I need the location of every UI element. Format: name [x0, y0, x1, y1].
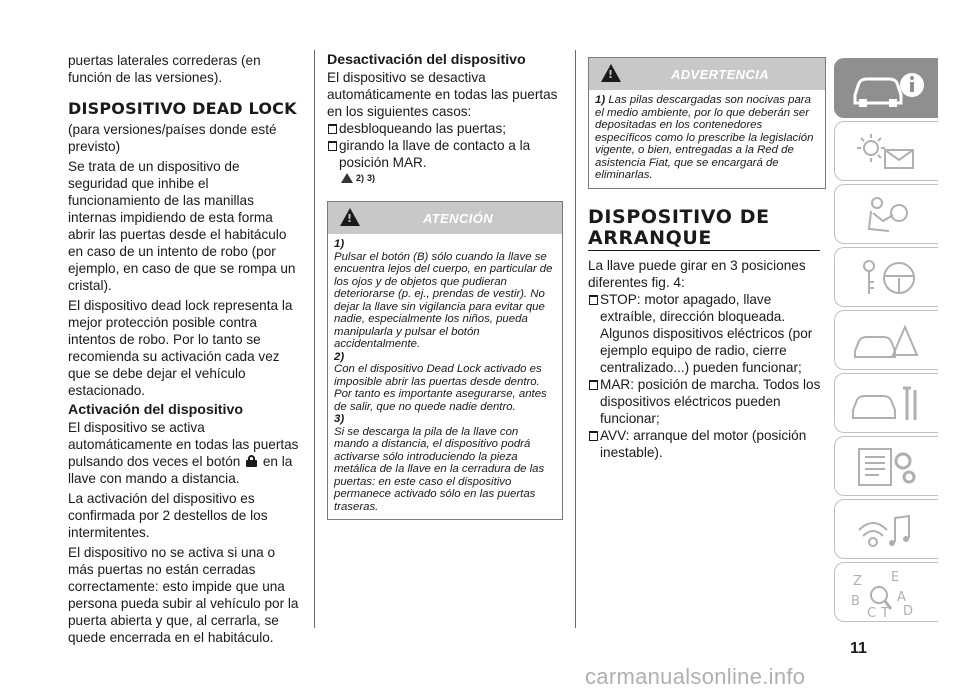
attention-item: [334, 238, 556, 351]
attention-item-text: Con el dispositivo Dead Lock activado es imposible abrir las puertas desde dentro. Por tanto es importante asegurarse, antes de salir, que no quede nadie dentro.: [334, 363, 547, 413]
watermark: carmanualsonline.info: [585, 664, 806, 689]
lock-button-icon: [246, 455, 257, 467]
activation-text-a: El dispositivo se activa automáticamente en todas las puertas pulsando dos veces el botón: [68, 420, 299, 469]
warning-box: [588, 57, 826, 189]
dead-lock-heading: DISPOSITIVO DEAD LOCK: [68, 99, 297, 118]
warning-item: [595, 94, 819, 182]
warning-title: ADVERTENCIA: [670, 67, 770, 82]
tab-car-info[interactable]: [834, 58, 938, 118]
index-letter: T: [881, 606, 889, 621]
warning-body: [589, 90, 825, 188]
index-letter: A: [897, 590, 906, 605]
activation-text-b: en la llave con mando a distancia.: [68, 454, 293, 486]
deactivation-item: desbloqueando las puertas;: [327, 120, 563, 137]
deactivation-heading: Desactivación del dispositivo: [327, 52, 526, 68]
warning-triangle-icon: [341, 173, 353, 183]
attention-item-text: Si se descarga la pila de la llave con mando a distancia, el dispositivo podrá activarse sólo introduciendo la pieza metálica de la llave en la cerradura de las puertas: en este caso el dispositivo permanece activado sólo en las puertas traseras.: [334, 425, 545, 513]
column-divider-2: [575, 50, 576, 628]
breakdown-icon: [849, 317, 927, 365]
attention-item-text: Pulsar el botón (B) sólo cuando la llave se encuentra lejos del cuerpo, en particular de los ojos y de objetos que pudieran deteriorarse (p. ej., prendas de vestir). No dejar la llave sin vigilancia para evitar que nadie, especialmente los niños, pueda manipularla y pulsar el botón accidentalmente.: [334, 250, 553, 350]
attention-item-number: 3): [334, 413, 345, 425]
column-divider-1: [314, 50, 315, 628]
attention-body: [328, 234, 562, 519]
multimedia-icon: [849, 506, 927, 554]
attention-box: [327, 201, 563, 520]
heading-rule: [588, 250, 820, 251]
attention-item-number: 2): [334, 350, 345, 363]
maintenance-icon: [849, 380, 927, 428]
car-info-icon: [849, 65, 927, 113]
ignition-heading: DISPOSITIVO DE ARRANQUE: [588, 205, 770, 249]
dead-lock-paragraph-1: Se trata de un dispositivo de seguridad que inhibe el funcionamiento de las manillas internas impidiendo de esta forma abrir las puertas desde el habitáculo en caso de un intento de robo (por ejemplo, en caso de que se rompa un cristal).: [68, 159, 296, 293]
attention-item: [334, 413, 556, 513]
ignition-paragraph: La llave puede girar en 3 posiciones diferentes fig. 4:: [588, 257, 806, 290]
activation-paragraph-2: La activación del dispositivo es confirmada por 2 destellos de los intermitentes.: [68, 491, 268, 540]
note-ref: 3): [367, 173, 376, 183]
dead-lock-paragraph-2: El dispositivo dead lock representa la mejor protección posible contra intentos de robo. Por lo tanto se recomienda su activación cada vez que se debe dejar el vehículo estacionado.: [68, 298, 293, 398]
tab-index[interactable]: [834, 562, 938, 622]
note-references: [341, 173, 563, 183]
attention-header: [328, 202, 562, 234]
tab-technical-data[interactable]: [834, 436, 938, 496]
dead-lock-scope: (para versiones/países donde esté previsto): [68, 122, 277, 154]
index-letter: E: [891, 570, 900, 585]
deactivation-paragraph: El dispositivo se desactiva automáticamente en todas las puertas en los siguientes casos:: [327, 70, 558, 119]
activation-paragraph-3: El dispositivo no se activa si una o más puertas no están cerradas correctamente: esto impide que una persona pueda subir al vehículo por la puerta abierta y que, al cerrarla, se quede encerrada en el habitáculo.: [68, 545, 299, 645]
warning-item-text: Las pilas descargadas son nocivas para el medio ambiente, por lo que deberán ser depositadas en los contenedores específicos como lo prescribe la legislación vigente, o bien, entregadas a la Red de asistencia Fiat, que se encargará de eliminarlas.: [595, 94, 814, 181]
index-letter: B: [851, 594, 860, 609]
attention-item: [334, 351, 556, 414]
activation-paragraph-1: [68, 419, 300, 487]
dashboard-lights-icon: [849, 128, 927, 176]
tab-dashboard-lights[interactable]: [834, 121, 938, 181]
index-letter: D: [903, 604, 914, 619]
key-steering-icon: [849, 254, 927, 302]
attention-title: ATENCIÓN: [422, 211, 494, 226]
column-1: [68, 52, 300, 649]
note-ref: 2): [356, 173, 365, 183]
ignition-item: AVV: arranque del motor (posición inestable).: [588, 427, 826, 461]
tab-starting-driving[interactable]: [834, 247, 938, 307]
index-icon: [849, 569, 927, 621]
column-2: [327, 52, 563, 520]
tab-multimedia[interactable]: [834, 499, 938, 559]
activation-heading: Activación del dispositivo: [68, 402, 244, 418]
warning-item-number: 1): [595, 94, 606, 106]
index-letter: C: [867, 606, 877, 621]
column-3: [588, 57, 826, 461]
intro-text: puertas laterales correderas (en función de las versiones).: [68, 53, 261, 85]
deactivation-item: girando la llave de contacto a la posición MAR.: [327, 137, 563, 171]
index-letter: Z: [853, 574, 862, 589]
airbag-seat-icon: [849, 191, 927, 239]
technical-data-icon: [849, 443, 927, 491]
ignition-item: MAR: posición de marcha. Todos los dispositivos eléctricos pueden funcionar;: [588, 376, 826, 427]
ignition-item: STOP: motor apagado, llave extraíble, dirección bloqueada. Algunos dispositivos eléctricos (por ejemplo equipo de radio, cierre centralizado...) pueden funcionar;: [588, 291, 826, 376]
attention-item-number: 1): [334, 238, 345, 250]
tab-maintenance[interactable]: [834, 373, 938, 433]
warning-header: [589, 58, 825, 90]
page-number: 11: [850, 640, 867, 657]
tab-emergency[interactable]: [834, 310, 938, 370]
tab-safety[interactable]: [834, 184, 938, 244]
